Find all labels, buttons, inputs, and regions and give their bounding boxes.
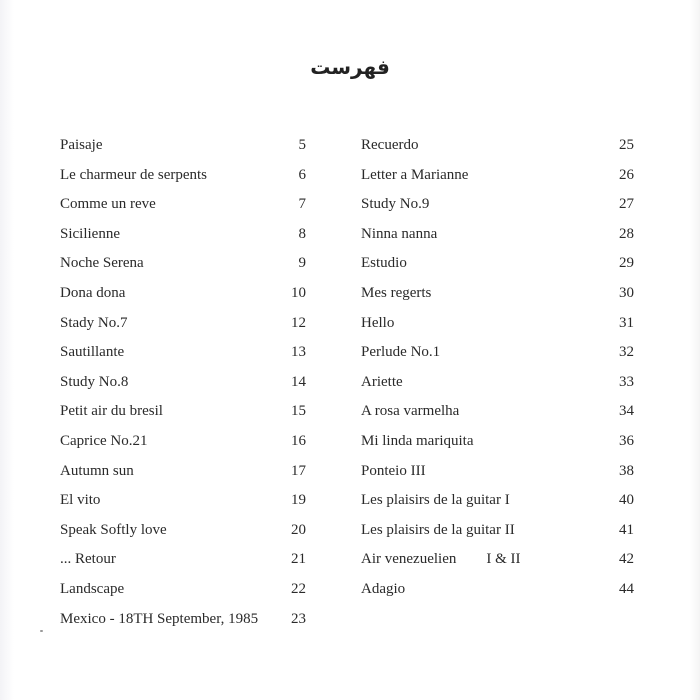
toc-entry-title: Mes regerts: [361, 284, 432, 301]
toc-entry-title: Study No.9: [361, 196, 430, 213]
toc-entry: [361, 282, 634, 312]
toc-entry-page-number: 8: [298, 225, 306, 242]
toc-entry: [60, 223, 306, 253]
toc-entry-title: Paisaje: [60, 137, 103, 153]
toc-entry: [361, 164, 634, 194]
toc-entry: [361, 519, 634, 549]
toc-entry: [361, 223, 634, 253]
toc-entry: [60, 519, 306, 549]
toc-entry: [361, 400, 634, 430]
toc-entry-page-number: 40: [619, 492, 634, 509]
toc-entry-title: Perlude No.1: [361, 344, 441, 361]
toc-entry-title: Hello: [361, 314, 395, 331]
toc-entry: [361, 460, 634, 490]
toc-entry-title: Letter a Marianne: [361, 166, 469, 183]
toc-entry-title: Autumn sun: [60, 462, 134, 479]
toc-entry-title: El vito: [60, 492, 101, 509]
toc-entry-title: Ninna nanna: [361, 225, 438, 242]
toc-entry: [60, 489, 306, 519]
toc-entry-page-number: 28: [619, 225, 634, 242]
toc-entry: [60, 371, 306, 401]
toc-right-column: [361, 134, 634, 608]
toc-entry-page-number: 44: [619, 580, 634, 597]
toc-entry-page-number: 42: [619, 551, 634, 568]
toc-entry-title: Landscape: [60, 580, 125, 597]
toc-entry-title: Ponteio III: [361, 462, 426, 479]
toc-entry-page-number: 25: [619, 137, 634, 153]
toc-entry-page-number: 9: [298, 255, 306, 272]
toc-entry-page-number: 31: [619, 314, 634, 331]
toc-entry-page-number: 6: [298, 166, 306, 183]
toc-entry-title: Sautillante: [60, 344, 125, 361]
toc-entry-page-number: 5: [298, 137, 306, 153]
toc-entry: [60, 164, 306, 194]
toc-entry: [361, 193, 634, 223]
toc-entry: [361, 548, 634, 578]
toc-entry-title: Ariette: [361, 373, 403, 390]
toc-entry-title: Mexico - 18TH September, 1985: [60, 610, 259, 627]
toc-entry-title: Petit air du bresil: [60, 403, 163, 420]
toc-entry: [60, 608, 306, 638]
toc-entry-page-number: 19: [291, 492, 306, 509]
toc-entry-page-number: 10: [291, 284, 306, 301]
toc-entry-title: ... Retour: [60, 551, 116, 568]
toc-entry-page-number: 27: [619, 196, 634, 213]
toc-entry-title: Caprice No.21: [60, 432, 148, 449]
toc-entry-page-number: 26: [619, 166, 634, 183]
toc-entry-title: Adagio: [361, 580, 406, 597]
toc-entry-title: A rosa varmelha: [361, 403, 460, 420]
toc-entry: [60, 578, 306, 608]
toc-entry: [60, 460, 306, 490]
toc-entry-title: Dona dona: [60, 284, 126, 301]
toc-entry-page-number: 41: [619, 521, 634, 538]
toc-entry-title: Air venezuelien I & II: [361, 551, 521, 568]
scan-speck: [40, 630, 43, 632]
toc-entry-page-number: 13: [291, 344, 306, 361]
toc-entry-page-number: 21: [291, 551, 306, 568]
toc-entry: [60, 252, 306, 282]
toc-entry-page-number: 38: [619, 462, 634, 479]
toc-entry-title: Speak Softly love: [60, 521, 167, 538]
toc-entry-page-number: 33: [619, 373, 634, 390]
toc-entry-page-number: 12: [291, 314, 306, 331]
toc-entry-title: Mi linda mariquita: [361, 432, 474, 449]
toc-entry-page-number: 36: [619, 432, 634, 449]
page-title: فهرست: [310, 55, 390, 79]
toc-entry: [361, 578, 634, 608]
toc-entry: [361, 252, 634, 282]
toc-entry-title: Recuerdo: [361, 137, 419, 153]
toc-entry-page-number: 23: [291, 610, 306, 627]
toc-entry: [60, 134, 306, 164]
toc-entry: [60, 312, 306, 342]
toc-entry: [361, 341, 634, 371]
toc-entry: [361, 430, 634, 460]
toc-entry-page-number: 7: [298, 196, 306, 213]
toc-entry-title: Study No.8: [60, 373, 129, 390]
toc-entry-page-number: 34: [619, 403, 634, 420]
toc-entry-title: Sicilienne: [60, 225, 120, 242]
toc-entry: [361, 312, 634, 342]
toc-entry: [361, 134, 634, 164]
toc-entry: [60, 548, 306, 578]
toc-entry-title: Les plaisirs de la guitar I: [361, 492, 510, 509]
toc-entry-page-number: 22: [291, 580, 306, 597]
toc-entry: [60, 400, 306, 430]
toc-entry-page-number: 20: [291, 521, 306, 538]
toc-entry-page-number: 32: [619, 344, 634, 361]
toc-entry-title: Le charmeur de serpents: [60, 166, 208, 183]
toc-entry: [361, 371, 634, 401]
toc-entry-title: Les plaisirs de la guitar II: [361, 521, 515, 538]
toc-entry-page-number: 30: [619, 284, 634, 301]
toc-entry: [60, 430, 306, 460]
toc-entry-title: Noche Serena: [60, 255, 144, 272]
toc-entry-page-number: 15: [291, 403, 306, 420]
toc-left-column: [60, 134, 306, 637]
toc-entry-title: Estudio: [361, 255, 407, 272]
toc-entry-page-number: 14: [291, 373, 306, 390]
toc-entry: [60, 193, 306, 223]
toc-entry-page-number: 29: [619, 255, 634, 272]
toc-entry: [361, 489, 634, 519]
toc-entry: [60, 341, 306, 371]
toc-entry-page-number: 17: [291, 462, 306, 479]
toc-entry-title: Stady No.7: [60, 314, 128, 331]
toc-entry: [60, 282, 306, 312]
toc-entry-page-number: 16: [291, 432, 306, 449]
toc-entry-title: Comme un reve: [60, 196, 156, 213]
